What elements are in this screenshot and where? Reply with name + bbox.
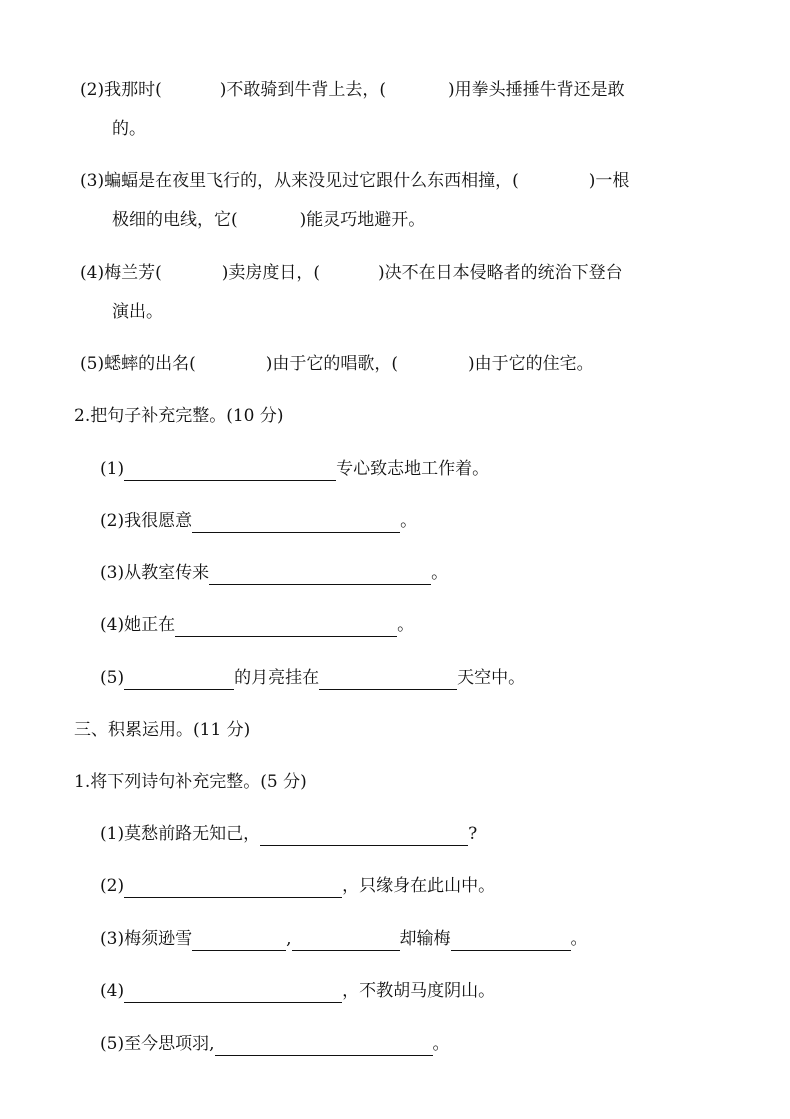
item-number: (5) xyxy=(100,668,125,688)
q2-item-1: (1) 专心致志地工作着。 xyxy=(100,459,490,479)
item-number: (3) xyxy=(100,929,125,949)
fill-blank[interactable] xyxy=(319,669,457,690)
q1-item-4: (4)梅兰芳( )卖房度日，( )决不在日本侵略者的统治下登台 xyxy=(80,263,623,283)
fill-blank[interactable] xyxy=(175,616,397,637)
question-2-title: 2.把句子补充完整。(10 分) xyxy=(74,406,284,426)
q1-item-2-cont: 的。 xyxy=(112,119,146,139)
answer-blank[interactable] xyxy=(519,173,589,193)
fill-blank[interactable] xyxy=(451,930,571,951)
fill-blank[interactable] xyxy=(124,877,342,898)
item-number: (3) xyxy=(100,563,125,583)
q2-item-4: (4)她正在 。 xyxy=(100,615,415,635)
poem-item-4: (4) ，不教胡马度阴山。 xyxy=(100,981,496,1001)
q1-item-3-cont: 极细的电线，它( )能灵巧地避开。 xyxy=(112,210,426,230)
section-3-title: 三、积累运用。(11 分) xyxy=(74,720,251,740)
fill-blank[interactable] xyxy=(209,564,431,585)
q2-item-2: (2)我很愿意 。 xyxy=(100,511,418,531)
fill-blank[interactable] xyxy=(192,930,286,951)
item-number: (4) xyxy=(100,981,125,1001)
answer-blank[interactable] xyxy=(238,212,300,232)
item-number: (4) xyxy=(80,263,105,283)
answer-blank[interactable] xyxy=(196,356,266,376)
answer-blank[interactable] xyxy=(162,265,222,285)
answer-blank[interactable] xyxy=(386,82,448,102)
fill-blank[interactable] xyxy=(124,669,234,690)
fill-blank[interactable] xyxy=(215,1035,433,1056)
q2-item-3: (3)从教室传来 。 xyxy=(100,563,449,583)
fill-blank[interactable] xyxy=(192,512,400,533)
item-number: (1) xyxy=(100,459,125,479)
poem-item-5: (5)至今思项羽, 。 xyxy=(100,1034,450,1054)
answer-blank[interactable] xyxy=(398,356,468,376)
q1-item-3: (3)蝙蝠是在夜里飞行的，从来没见过它跟什么东西相撞，( )一根 xyxy=(80,171,630,191)
item-number: (2) xyxy=(100,511,125,531)
q2-item-5: (5) 的月亮挂在 天空中。 xyxy=(100,668,526,688)
fill-blank[interactable] xyxy=(292,930,400,951)
answer-blank[interactable] xyxy=(320,265,378,285)
q1-item-4-cont: 演出。 xyxy=(112,302,163,322)
q1-item-5: (5)蟋蟀的出名( )由于它的唱歌，( )由于它的住宅。 xyxy=(80,354,594,374)
fill-blank[interactable] xyxy=(124,982,342,1003)
item-number: (1) xyxy=(100,824,125,844)
poem-item-1: (1)莫愁前路无知己， ? xyxy=(100,824,478,844)
item-number: (5) xyxy=(100,1034,125,1054)
answer-blank[interactable] xyxy=(162,82,220,102)
item-number: (5) xyxy=(80,354,105,374)
q1-item-2: (2)我那时( )不敢骑到牛背上去，( )用拳头捶捶牛背还是敢 xyxy=(80,80,625,100)
poem-item-3: (3)梅须逊雪 , 却输梅 。 xyxy=(100,929,588,949)
item-number: (3) xyxy=(80,171,105,191)
fill-blank[interactable] xyxy=(124,460,336,481)
section-3-q1-title: 1.将下列诗句补充完整。(5 分) xyxy=(74,772,307,792)
item-number: (2) xyxy=(100,876,125,896)
fill-blank[interactable] xyxy=(260,825,468,846)
item-number: (2) xyxy=(80,80,105,100)
poem-item-2: (2) ，只缘身在此山中。 xyxy=(100,876,496,896)
item-number: (4) xyxy=(100,615,125,635)
